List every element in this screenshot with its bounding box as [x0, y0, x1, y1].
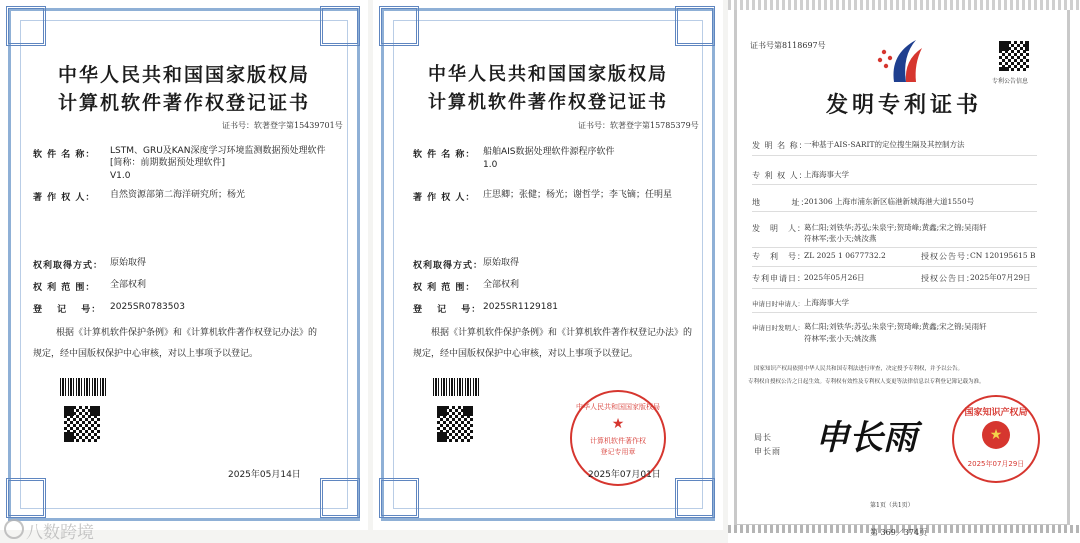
- applicant-inventors-line2: 符林军;张小天;姚汝燕: [804, 334, 877, 343]
- acquire-method: 原始取得: [110, 258, 147, 268]
- registration-number: 2025SR0783503: [110, 302, 185, 312]
- patent-number: ZL 2025 1 0677732.2: [804, 251, 886, 260]
- top-pattern-border: [728, 0, 1080, 10]
- director-name: 申长雨: [754, 447, 781, 456]
- software-name: LSTM、GRU及KAN深度学习环境监测数据预处理软件: [110, 146, 326, 156]
- divider: [752, 247, 1037, 248]
- acquire-method-label: 权利取得方式：: [413, 261, 484, 271]
- divider: [752, 184, 1037, 185]
- document-page-footer: 第 369／374页: [870, 528, 928, 537]
- patent-number-label: 专 利 号：: [752, 252, 806, 261]
- publication-number: CN 120195615 B: [970, 251, 1036, 260]
- invention-name: 一种基于AIS-SARIT的定位搜生隔及其控制方法: [804, 140, 965, 149]
- rights-scope: 全部权利: [110, 280, 147, 290]
- legal-statement-line1: 根据《计算机软件保护条例》和《计算机软件著作权登记办法》的: [431, 328, 693, 338]
- certificate-title-line1: 中华人民共和国国家版权局: [428, 64, 668, 85]
- applicant-inventors-line1: 葛仁阳;刘铁华;苏弘;朱泉宇;贺琦峰;黄鑫;宋之锦;吴雨轩: [804, 322, 987, 331]
- software-version: V1.0: [110, 171, 131, 181]
- seal-star-icon: ★: [611, 416, 625, 432]
- applicant-inventor-label: 申请日时发明人：: [752, 324, 804, 332]
- publication-number-label: 授权公告号：: [921, 252, 975, 261]
- registration-number-label: 登 记 号：: [413, 305, 482, 315]
- rights-scope: 全部权利: [483, 280, 520, 290]
- owner: 庄思卿；张健；杨光；谢哲学；李飞镝；任明星: [483, 190, 673, 200]
- inventor-label: 发 明 人：: [752, 224, 806, 233]
- qr-code: [63, 405, 101, 443]
- watermark-logo-icon: [4, 519, 24, 539]
- national-emblem-icon: ★: [982, 421, 1010, 449]
- software-copyright-certificate-1: [0, 0, 368, 530]
- seal-top-text: 中华人民共和国国家版权局: [576, 403, 660, 411]
- issue-date: 2025年05月14日: [228, 470, 301, 480]
- corner-ornament: [379, 478, 419, 518]
- divider: [752, 266, 1037, 267]
- grant-date: 2025年07月29日: [970, 273, 1031, 282]
- invention-name-label: 发 明 名 称：: [752, 141, 808, 150]
- patent-certificate-number: 证书号第8118697号: [750, 41, 826, 50]
- legal-statement-line2: 规定，经中国版权保护中心审核，对以上事项予以登记。: [33, 349, 259, 359]
- registration-number: 2025SR1129181: [483, 302, 558, 312]
- page-indicator: 第1页（共1页）: [870, 502, 914, 509]
- certificate-number: 证书号：软著登字第15439701号: [222, 121, 343, 130]
- certificate-title-line1: 中华人民共和国国家版权局: [57, 64, 310, 86]
- corner-ornament: [6, 6, 46, 46]
- corner-ornament: [675, 6, 715, 46]
- patent-holder-label: 专 利 权 人：: [752, 171, 808, 180]
- seal-mid-text-1: 计算机软件著作权: [590, 437, 646, 445]
- divider: [752, 312, 1037, 313]
- applicant: 上海海事大学: [804, 298, 849, 307]
- applicant-label: 申请日时申请人：: [752, 300, 804, 308]
- grant-date-label: 授权公告日：: [921, 274, 975, 283]
- qr-code: [436, 405, 474, 443]
- software-copyright-certificate-2: [373, 0, 723, 530]
- software-name-label: 软 件 名 称：: [413, 150, 476, 160]
- seal-top-text: 国家知识产权局: [964, 408, 1028, 418]
- owner-label: 著 作 权 人：: [33, 193, 96, 203]
- corner-ornament: [675, 478, 715, 518]
- legal-statement-line1: 根据《计算机软件保护条例》和《计算机软件著作权登记办法》的: [56, 328, 318, 338]
- address: 201306 上海市浦东新区临港新城海港大道1550号: [804, 197, 975, 206]
- software-name-label: 软 件 名 称：: [33, 150, 96, 160]
- patent-title: 发明专利证书: [825, 93, 982, 118]
- watermark-text: 八数跨境: [26, 523, 94, 543]
- notice-line1: 国家知识产权局依照中华人民共和国专利法进行审查，决定授予专利权，并予以公告。: [754, 366, 964, 372]
- registration-number-label: 登 记 号：: [33, 305, 102, 315]
- corner-ornament: [379, 6, 419, 46]
- patent-holder: 上海海事大学: [804, 170, 849, 179]
- acquire-method-label: 权利取得方式：: [33, 261, 104, 271]
- issue-date: 2025年07月01日: [588, 470, 661, 480]
- notice-line2: 专利权自授权公告之日起生效。专利权有效性及专利权人变更等法律信息以专利登记簿记载为准。: [748, 379, 985, 385]
- inventors-line2: 符林军;张小天;姚汝燕: [804, 234, 877, 243]
- owner-label: 著 作 权 人：: [413, 193, 476, 203]
- software-short-name: [简称：前期数据预处理软件]: [110, 158, 226, 168]
- corner-ornament: [320, 478, 360, 518]
- software-version: 1.0: [483, 160, 498, 170]
- address-label: 地 址：: [752, 198, 810, 207]
- cnipa-seal: [952, 395, 1040, 483]
- director-title: 局长: [754, 433, 772, 442]
- filing-date-label: 专利申请日：: [752, 274, 806, 283]
- filing-date: 2025年05月26日: [804, 273, 865, 282]
- acquire-method: 原始取得: [483, 258, 520, 268]
- seal-date: 2025年07月29日: [967, 460, 1025, 468]
- inventors-line1: 葛仁阳;刘铁华;苏弘;朱泉宇;贺琦峰;黄鑫;宋之锦;吴雨轩: [804, 223, 987, 232]
- software-name: 船舶AIS数据处理软件源程序软件: [483, 147, 615, 157]
- corner-ornament: [320, 6, 360, 46]
- divider: [752, 211, 1037, 212]
- certificate-number: 证书号：软著登字第15785379号: [578, 121, 699, 130]
- divider: [752, 155, 1037, 156]
- barcode: [60, 378, 106, 396]
- legal-statement-line2: 规定，经中国版权保护中心审核，对以上事项予以登记。: [413, 349, 639, 359]
- certificate-title-line2: 计算机软件著作权登记证书: [428, 92, 668, 113]
- cnipa-logo: [872, 34, 932, 86]
- owner: 自然资源部第二海洋研究所；杨光: [110, 190, 246, 200]
- barcode: [433, 378, 479, 396]
- corner-ornament: [6, 478, 46, 518]
- rights-scope-label: 权 利 范 围：: [33, 283, 96, 293]
- qr-caption: 专利公告信息: [992, 78, 1029, 85]
- certificate-title-line2: 计算机软件著作权登记证书: [57, 92, 310, 114]
- director-signature: 申长雨: [815, 418, 917, 458]
- patent-qr-code: [998, 40, 1030, 72]
- seal-mid-text-2: 登记专用章: [600, 448, 636, 456]
- rights-scope-label: 权 利 范 围：: [413, 283, 476, 293]
- divider: [752, 288, 1037, 289]
